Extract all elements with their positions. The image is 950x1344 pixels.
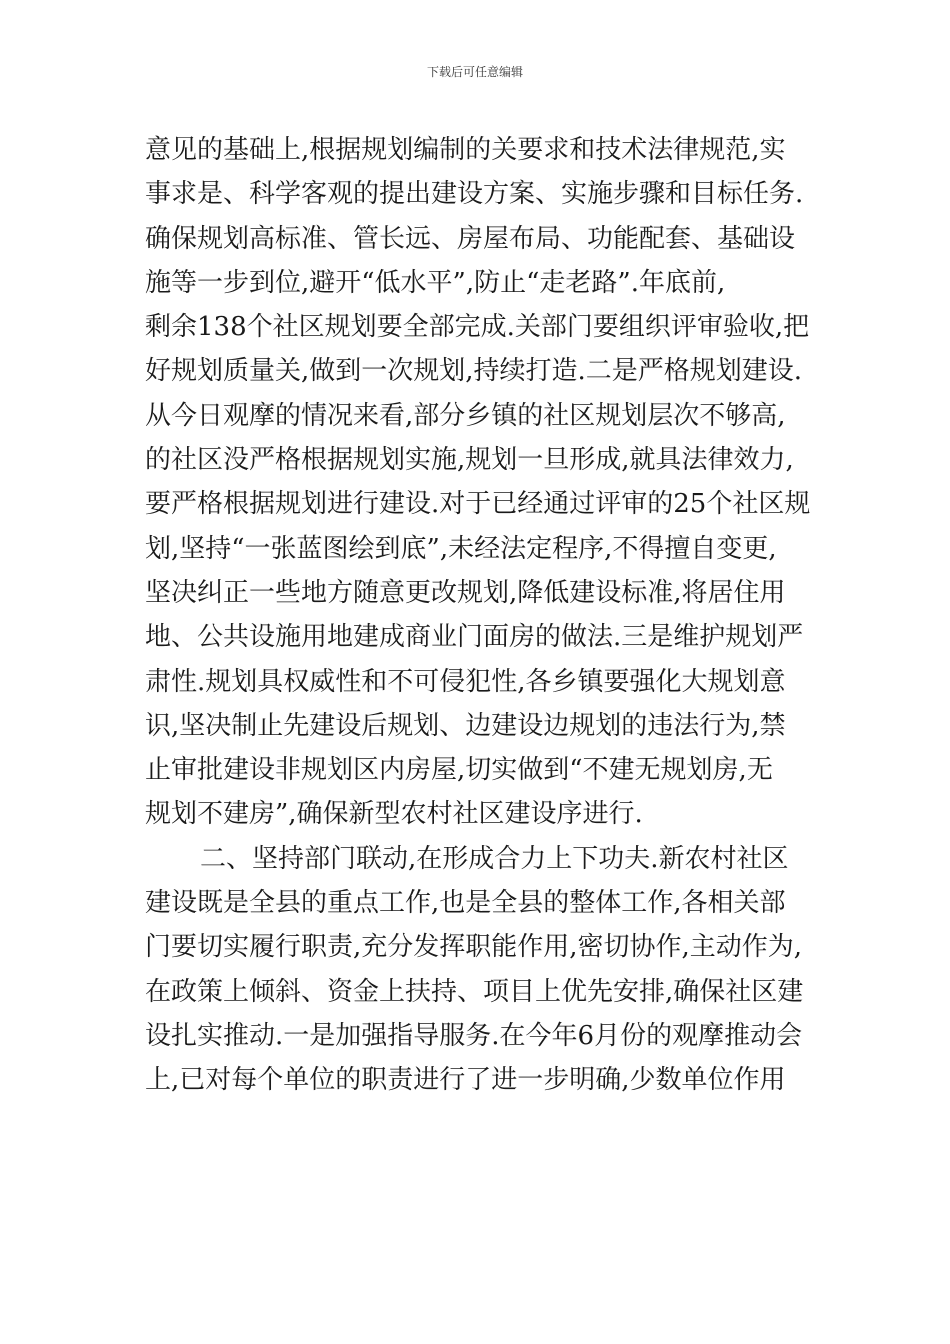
- text-line: 事求是、科学客观的提出建设方案、实施步骤和目标任务.: [145, 179, 804, 210]
- text-line: 门要切实履行职责,充分发挥职能作用,密切协作,主动作为,: [145, 932, 803, 963]
- page-header: 下载后可任意编辑: [426, 65, 523, 79]
- text-line: 规划不建房”,确保新型农村社区建设序进行.: [145, 799, 643, 830]
- text-line: 止审批建设非规划区内房屋,切实做到“不建无规划房,无: [145, 755, 773, 786]
- text-line: 上,已对每个单位的职责进行了进一步明确,少数单位作用: [145, 1065, 786, 1096]
- text-line: 建设既是全县的重点工作,也是全县的整体工作,各相关部: [145, 888, 786, 919]
- text-line: 好规划质量关,做到一次规划,持续打造.二是严格规划建设.: [145, 356, 803, 387]
- text-line: 在政策上倾斜、资金上扶持、项目上优先安排,确保社区建: [145, 976, 804, 1007]
- text-line: 设扎实推动.一是加强指导服务.在今年6月份的观摩推动会: [145, 1020, 803, 1051]
- text-line: 肃性.规划具权威性和不可侵犯性,各乡镇要强化大规划意: [145, 666, 786, 697]
- document-body: [145, 128, 815, 1103]
- paragraph-start-line: 二、坚持部门联动,在形成合力上下功夫.新农村社区: [200, 843, 789, 874]
- text-line: 施等一步到位,避开“低水平”,防止“走老路”.年底前,: [145, 267, 726, 298]
- text-line: 地、公共设施用地建成商业门面房的做法.三是维护规划严: [145, 622, 804, 653]
- text-line: 剩余138个社区规划要全部完成.关部门要组织评审验收,把: [145, 312, 810, 343]
- text-line: 从今日观摩的情况来看,部分乡镇的社区规划层次不够高,: [145, 400, 786, 431]
- text-line: 意见的基础上,根据规划编制的关要求和技术法律规范,实: [145, 135, 786, 165]
- text-line: 划,坚持“一张蓝图绘到底”,未经法定程序,不得擅自变更,: [145, 533, 777, 564]
- text-line: 识,坚决制止先建设后规划、边建设边规划的违法行为,禁: [145, 710, 786, 741]
- text-line: 坚决纠正一些地方随意更改规划,降低建设标准,将居住用: [145, 577, 786, 608]
- text-line: 要严格根据规划进行建设.对于已经通过评审的25个社区规: [145, 489, 811, 520]
- text-line: 确保规划高标准、管长远、房屋布局、功能配套、基础设: [145, 223, 796, 254]
- text-line: 的社区没严格根据规划实施,规划一旦形成,就具法律效力,: [145, 445, 794, 476]
